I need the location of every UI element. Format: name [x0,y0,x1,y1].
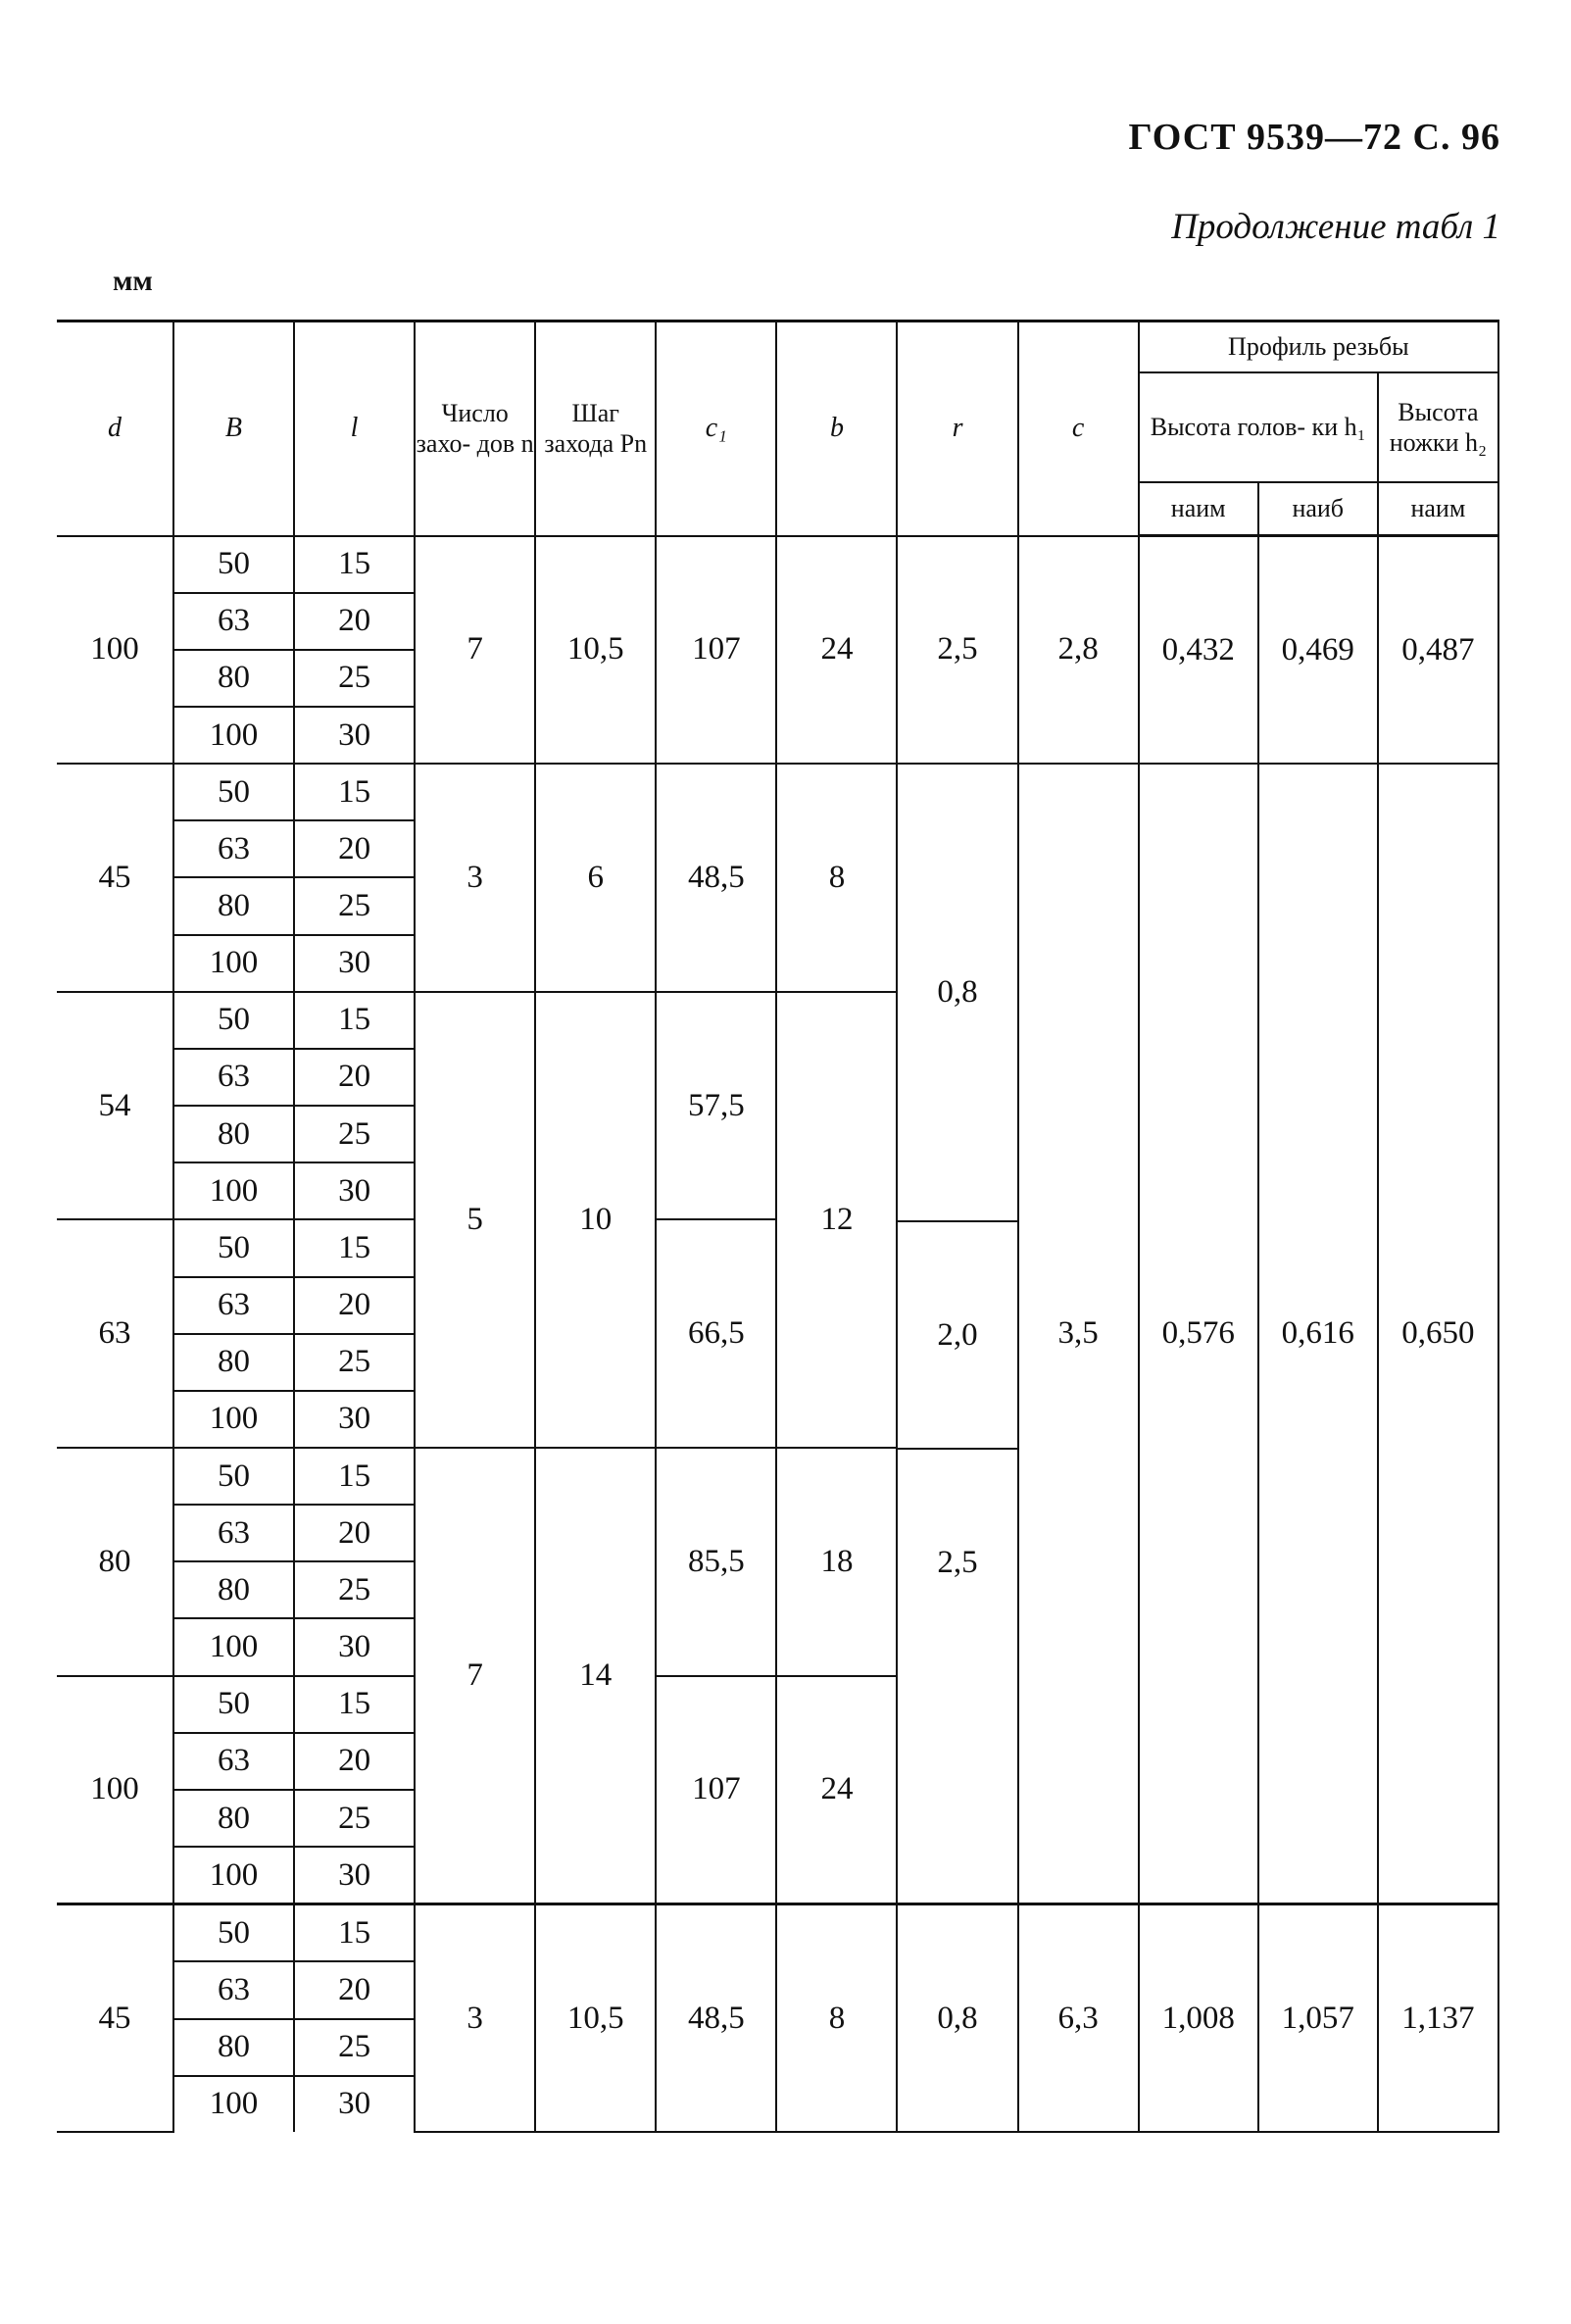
cell-h1-min: 1,008 [1139,1904,1258,2132]
header-c1: c₁ [656,321,776,536]
cell-d: 63 [57,1219,173,1448]
cell-l: 20 [294,593,415,650]
header-thread-profile: Профиль резьбы [1139,321,1498,373]
cell-l: 30 [294,1162,415,1219]
header-lead: Шаг захода Pn [535,321,656,536]
document-code: ГОСТ 9539—72 С. 96 [1128,117,1500,158]
cell-c: 3,5 [1018,764,1139,1904]
cell-l: 30 [294,2076,415,2132]
cell-r: 2,5 [897,536,1017,765]
cell-h1-min: 0,432 [1139,536,1258,765]
cell-l: 25 [294,650,415,707]
cell-B: 50 [173,1219,294,1276]
cell-l: 15 [294,992,415,1049]
table-row [57,536,1498,593]
cell-l: 15 [294,1904,415,1962]
cell-h1-max: 1,057 [1258,1904,1378,2132]
cell-B: 50 [173,764,294,820]
cell-l: 25 [294,1334,415,1391]
cell-B: 100 [173,2076,294,2132]
cell-B: 80 [173,1106,294,1162]
header-B: B [173,321,294,536]
header-d: d [57,321,173,536]
cell-l: 15 [294,1448,415,1505]
cell-B: 50 [173,1904,294,1962]
cell-B: 63 [173,1961,294,2018]
cell-l: 20 [294,1505,415,1561]
header-b: b [776,321,897,536]
table-row [57,1904,1498,1962]
cell-b: 8 [776,1904,897,2132]
cell-B: 100 [173,1618,294,1675]
cell-l: 15 [294,1676,415,1733]
cell-l: 25 [294,877,415,934]
cell-l: 25 [294,1790,415,1847]
cell-B: 80 [173,650,294,707]
cell-l: 30 [294,1391,415,1448]
thread-specification-table [57,320,1499,2133]
cell-c1: 107 [656,1676,776,1904]
cell-B: 63 [173,593,294,650]
cell-r-value: 2,0 [898,1220,1016,1450]
cell-d: 80 [57,1448,173,1676]
cell-B: 63 [173,1049,294,1106]
header-h1-max: наиб [1258,482,1378,536]
cell-B: 80 [173,1790,294,1847]
cell-n: 7 [415,536,535,765]
cell-c1: 48,5 [656,764,776,992]
cell-d: 100 [57,536,173,765]
table-continuation-label: Продолжение табл 1 [1171,207,1500,247]
cell-B: 63 [173,1733,294,1790]
cell-l: 20 [294,1049,415,1106]
header-r: r [897,321,1017,536]
header-l: l [294,321,415,536]
cell-c1: 107 [656,536,776,765]
cell-h2-min: 0,487 [1378,536,1498,765]
cell-B: 63 [173,1277,294,1334]
cell-B: 80 [173,877,294,934]
table-row [57,764,1498,820]
cell-r-value: 0,8 [937,973,978,1010]
cell-l: 25 [294,1561,415,1618]
cell-B: 50 [173,536,294,593]
cell-r [897,764,1017,1904]
cell-c1: 85,5 [656,1448,776,1676]
header-h2-min: наим [1378,482,1498,536]
cell-c: 6,3 [1018,1904,1139,2132]
cell-B: 80 [173,2019,294,2076]
header-dedendum-height: Высота ножки h₂ [1378,372,1498,482]
cell-l: 20 [294,1277,415,1334]
cell-n: 7 [415,1448,535,1904]
cell-b: 24 [776,1676,897,1904]
cell-n: 3 [415,764,535,992]
cell-h1-max: 0,469 [1258,536,1378,765]
header-addendum-height: Высота голов- ки h₁ [1139,372,1378,482]
cell-n: 3 [415,1904,535,2132]
cell-h1-min: 0,576 [1139,764,1258,1904]
cell-r-value: 2,5 [898,1448,1016,1677]
cell-B: 100 [173,1847,294,1904]
cell-c1: 57,5 [656,992,776,1220]
cell-l: 25 [294,1106,415,1162]
cell-P: 10,5 [535,536,656,765]
cell-l: 15 [294,764,415,820]
cell-h2-min: 1,137 [1378,1904,1498,2132]
cell-B: 100 [173,1391,294,1448]
cell-h1-max: 0,616 [1258,764,1378,1904]
header-thread-starts: Число захо- дов n [415,321,535,536]
cell-b: 24 [776,536,897,765]
cell-l: 30 [294,707,415,764]
cell-l: 20 [294,1733,415,1790]
cell-l: 25 [294,2019,415,2076]
cell-B: 100 [173,1162,294,1219]
cell-B: 80 [173,1561,294,1618]
cell-B: 50 [173,1448,294,1505]
cell-P: 10,5 [535,1904,656,2132]
cell-n: 5 [415,992,535,1448]
cell-d: 54 [57,992,173,1220]
cell-h2-min: 0,650 [1378,764,1498,1904]
cell-b: 12 [776,992,897,1448]
cell-c1: 48,5 [656,1904,776,2132]
units-label: мм [113,265,153,297]
cell-r: 0,8 [897,1904,1017,2132]
cell-c: 2,8 [1018,536,1139,765]
cell-B: 100 [173,935,294,992]
cell-l: 30 [294,1618,415,1675]
cell-B: 80 [173,1334,294,1391]
cell-d: 100 [57,1676,173,1904]
cell-b: 8 [776,764,897,992]
header-h1-min: наим [1139,482,1258,536]
cell-P: 10 [535,992,656,1448]
cell-B: 50 [173,1676,294,1733]
cell-B: 63 [173,1505,294,1561]
cell-l: 30 [294,935,415,992]
cell-B: 100 [173,707,294,764]
header-c: c [1018,321,1139,536]
cell-l: 30 [294,1847,415,1904]
cell-B: 63 [173,820,294,877]
cell-l: 20 [294,820,415,877]
cell-c1: 66,5 [656,1219,776,1448]
cell-b: 18 [776,1448,897,1676]
cell-l: 20 [294,1961,415,2018]
cell-d: 45 [57,764,173,992]
cell-l: 15 [294,1219,415,1276]
cell-P: 14 [535,1448,656,1904]
cell-d: 45 [57,1904,173,2132]
cell-B: 50 [173,992,294,1049]
cell-l: 15 [294,536,415,593]
cell-P: 6 [535,764,656,992]
